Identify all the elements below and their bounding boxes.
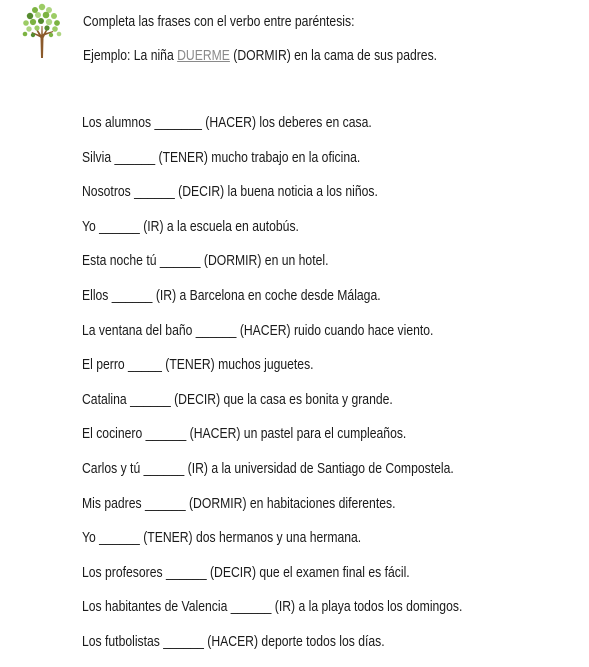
answer-blank: ______ bbox=[159, 253, 201, 270]
sentence-subject: Esta noche tú bbox=[82, 253, 157, 270]
tree-icon bbox=[20, 2, 64, 60]
worksheet-header bbox=[83, 12, 573, 66]
exercise-sentence bbox=[82, 632, 502, 667]
sentence-rest: (TENER) muchos juguetes. bbox=[165, 357, 314, 374]
answer-blank: _______ bbox=[154, 115, 202, 131]
sentence-subject: Yo bbox=[82, 530, 96, 547]
sentence-subject: Catalina bbox=[82, 391, 127, 408]
sentence-subject: Los profesores bbox=[82, 564, 163, 581]
exercise-list bbox=[82, 113, 582, 667]
exercise-sentence bbox=[82, 528, 502, 563]
example-prefix: Ejemplo: La niña bbox=[83, 48, 174, 64]
sentence-rest: (DECIR) la buena noticia a los niños. bbox=[178, 184, 378, 201]
sentence-subject: Silvia bbox=[82, 149, 112, 166]
answer-blank: ______ bbox=[163, 633, 204, 650]
sentence-rest: (HACER) ruido cuando hace viento. bbox=[239, 322, 434, 339]
sentence-rest: (HACER) deporte todos los días. bbox=[207, 633, 385, 650]
exercise-sentence bbox=[82, 321, 502, 356]
sentence-rest: (TENER) dos hermanos y una hermana. bbox=[143, 530, 362, 547]
sentence-subject: Ellos bbox=[82, 287, 109, 304]
exercise-sentence bbox=[82, 390, 502, 425]
exercise-sentence bbox=[82, 286, 502, 321]
exercise-sentence bbox=[82, 459, 502, 494]
sentence-rest: (DECIR) que la casa es bonita y grande. bbox=[174, 391, 393, 408]
answer-blank: ______ bbox=[165, 564, 207, 581]
sentence-subject: Los futbolistas bbox=[82, 633, 160, 650]
sentence-subject: Mis padres bbox=[82, 495, 142, 512]
answer-blank: ______ bbox=[143, 460, 185, 477]
exercise-sentence bbox=[82, 113, 502, 148]
answer-blank: ______ bbox=[114, 149, 156, 166]
exercise-sentence bbox=[82, 494, 502, 529]
sentence-subject: Carlos y tú bbox=[82, 460, 141, 477]
sentence-rest: (DECIR) que el examen final es fácil. bbox=[209, 564, 410, 581]
instructions: Completa las frases con el verbo entre paréntesis: bbox=[83, 14, 355, 30]
example-line bbox=[83, 46, 495, 66]
sentence-subject: Yo bbox=[82, 218, 96, 235]
sentence-rest: (HACER) un pastel para el cumpleaños. bbox=[189, 426, 407, 443]
sentence-rest: (IR) a la universidad de Santiago de Compostela. bbox=[187, 460, 454, 477]
example-answer: DUERME bbox=[177, 48, 230, 64]
answer-blank: ______ bbox=[130, 391, 171, 408]
exercise-sentence bbox=[82, 182, 502, 217]
sentence-subject: Los alumnos bbox=[82, 115, 152, 131]
exercise-sentence bbox=[82, 217, 502, 252]
sentence-rest: (IR) a la playa todos los domingos. bbox=[274, 599, 463, 616]
sentence-subject: El cocinero bbox=[82, 426, 143, 443]
answer-blank: ______ bbox=[195, 322, 237, 339]
answer-blank: ______ bbox=[145, 426, 187, 443]
example-suffix: (DORMIR) en la cama de sus padres. bbox=[233, 48, 438, 64]
answer-blank: ______ bbox=[111, 287, 153, 304]
exercise-sentence bbox=[82, 148, 502, 183]
answer-blank: ______ bbox=[144, 495, 186, 512]
exercise-sentence bbox=[82, 355, 502, 390]
answer-blank: ______ bbox=[230, 599, 272, 616]
sentence-rest: (IR) a la escuela en autobús. bbox=[143, 218, 299, 235]
sentence-rest: (HACER) los deberes en casa. bbox=[205, 115, 372, 131]
exercise-sentence bbox=[82, 563, 502, 598]
sentence-subject: La ventana del baño bbox=[82, 322, 193, 339]
exercise-sentence bbox=[82, 251, 502, 286]
answer-blank: ______ bbox=[99, 218, 140, 235]
sentence-subject: El perro bbox=[82, 357, 125, 374]
exercise-sentence bbox=[82, 597, 502, 632]
answer-blank: ______ bbox=[134, 184, 175, 201]
sentence-rest: (TENER) mucho trabajo en la oficina. bbox=[158, 149, 361, 166]
sentence-rest: (DORMIR) en habitaciones diferentes. bbox=[188, 495, 396, 512]
exercise-sentence bbox=[82, 424, 502, 459]
sentence-rest: (IR) a Barcelona en coche desde Málaga. bbox=[155, 287, 381, 304]
sentence-subject: Nosotros bbox=[82, 184, 131, 201]
answer-blank: _____ bbox=[128, 357, 162, 374]
sentence-subject: Los habitantes de Valencia bbox=[82, 599, 228, 616]
answer-blank: ______ bbox=[99, 530, 140, 547]
sentence-rest: (DORMIR) en un hotel. bbox=[203, 253, 329, 270]
